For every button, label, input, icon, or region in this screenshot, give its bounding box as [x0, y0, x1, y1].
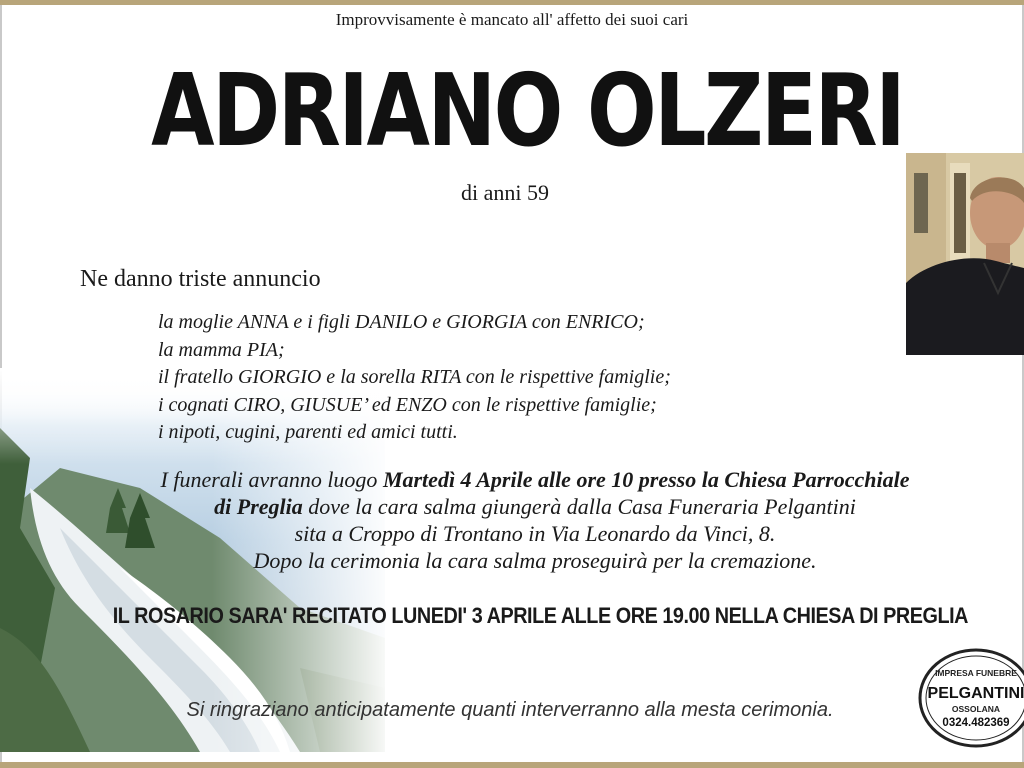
funeral-line-2 — [60, 493, 1010, 520]
funeral-date: Martedì 4 Aprile alle ore 10 presso la Chiesa Parrocchiale — [382, 467, 910, 492]
relatives-line: i cognati CIRO, GIUSUE’ ed ENZO con le rispettive famiglie; — [158, 393, 657, 416]
thanks-text: Si ringraziano anticipatamente quanti interverranno alla mesta cerimonia. — [186, 699, 834, 721]
top-border — [0, 0, 1024, 5]
deceased-name: ADRIANO OLZERI — [151, 52, 904, 169]
funeral-info — [60, 466, 1010, 574]
relatives-line: la moglie ANNA e i figli DANILO e GIORGIA con ENRICO; — [158, 311, 645, 333]
funeral-line-1 — [60, 466, 1010, 493]
relatives-list — [158, 309, 671, 447]
logo-top-text: IMPRESA FUNEBRE — [935, 668, 1017, 678]
intro-text: Improvvisamente è mancato all' affetto dei suoi cari — [335, 10, 689, 29]
relatives-line: i nipoti, cugini, parenti ed amici tutti. — [158, 421, 458, 443]
funeral-text: I funerali avranno luogo — [160, 467, 383, 492]
funeral-home-logo — [918, 646, 1024, 750]
bottom-border — [0, 762, 1024, 768]
logo-sub: OSSOLANA — [951, 704, 1001, 714]
age-text: di anni 59 — [461, 180, 549, 205]
funeral-text: dove la cara salma giungerà dalla Casa Funeraria Pelgantini — [302, 494, 856, 519]
funeral-line-4: Dopo la cerimonia la cara salma proseguirà per la cremazione. — [253, 548, 817, 573]
rosary-notice: IL ROSARIO SARA' RECITATO LUNEDI' 3 APRILE ALLE ORE 19.00 NELLA CHIESA DI PREGLIA — [112, 603, 969, 628]
logo-phone: 0324.482369 — [942, 717, 1010, 729]
funeral-line-3: sita a Croppo di Trontano in Via Leonardo da Vinci, 8. — [294, 521, 776, 546]
logo-name: PELGANTINI — [927, 685, 1024, 702]
funeral-church: di Preglia — [214, 494, 303, 519]
announce-heading: Ne danno triste annuncio — [80, 266, 321, 292]
relatives-line: il fratello GIORGIO e la sorella RITA con le rispettive famiglie; — [158, 366, 671, 388]
relatives-line: la mamma PIA; — [158, 338, 285, 361]
